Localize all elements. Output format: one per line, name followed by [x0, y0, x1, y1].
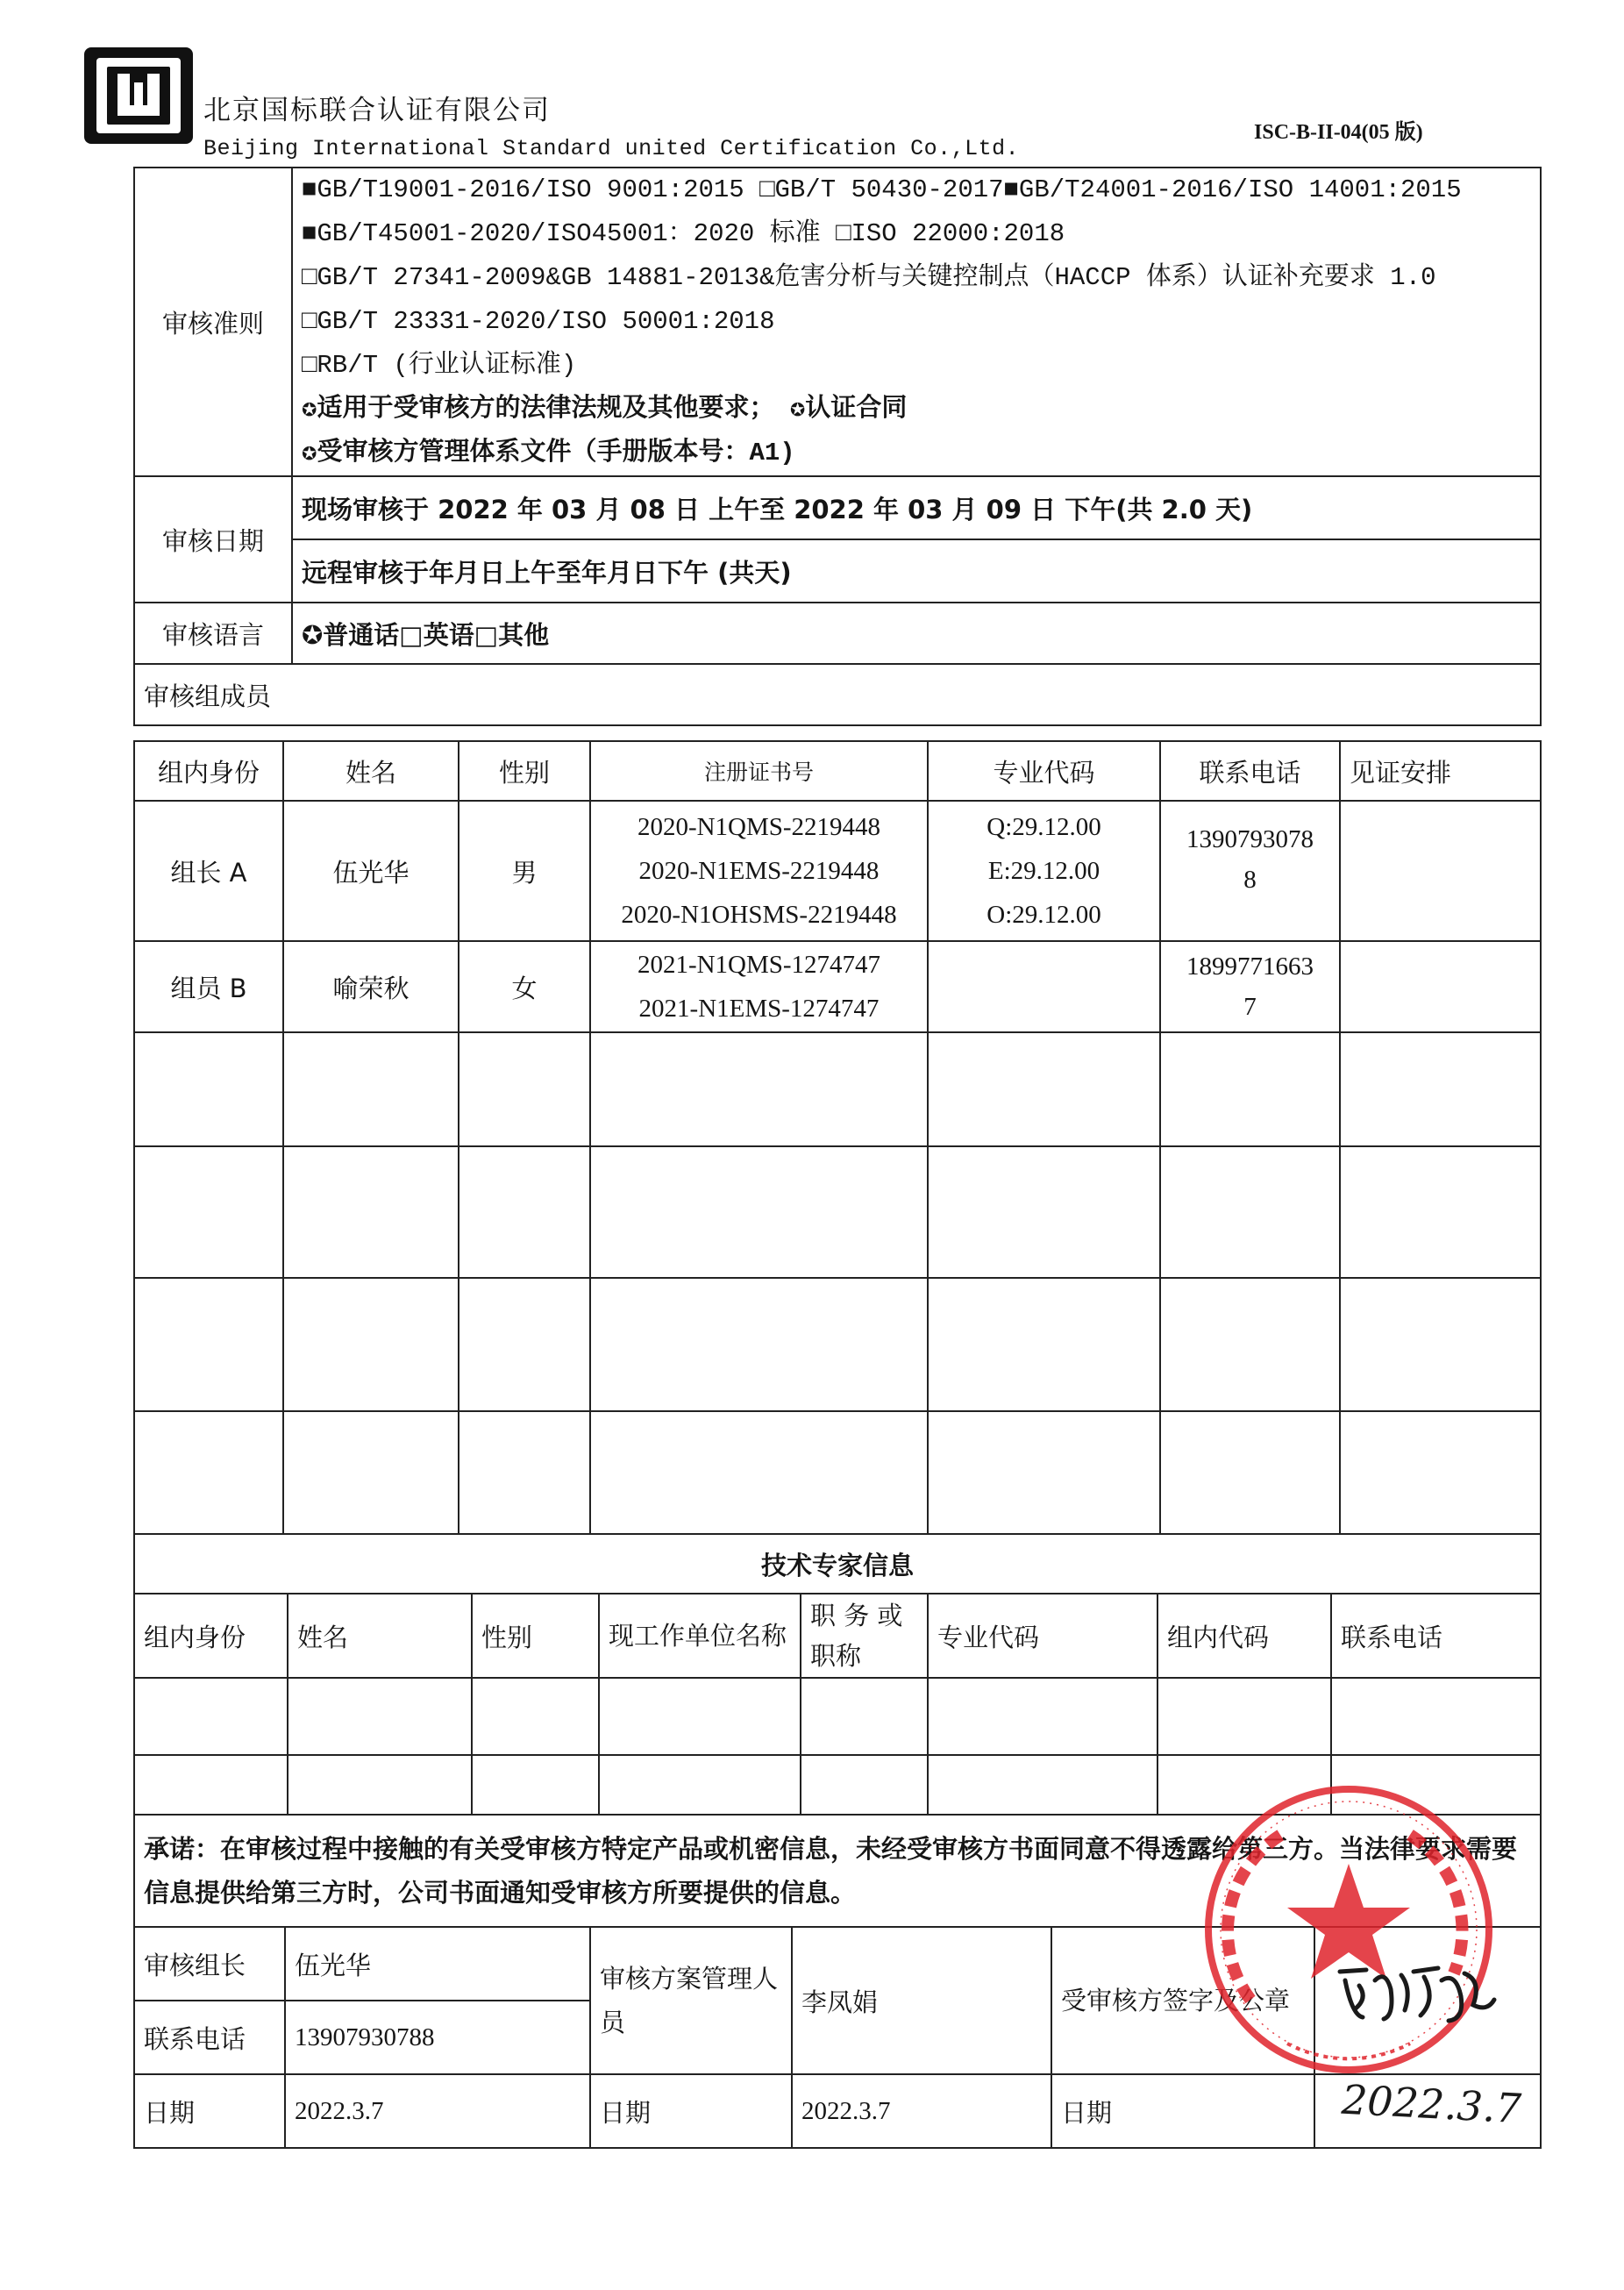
auditee-signature-label: 受审核方签字及公章: [1051, 1927, 1314, 2074]
plan-manager-label: 审核方案管理人员: [590, 1927, 792, 2074]
date-label: 日期: [590, 2074, 792, 2148]
member-name: 喻荣秋: [283, 941, 459, 1032]
member-role: 组员 B: [134, 941, 283, 1032]
team-header: 见证安排: [1340, 741, 1541, 801]
specialty-code: O:29.12.00: [987, 901, 1101, 929]
empty-row: [134, 1278, 1541, 1411]
phone-label: 联系电话: [134, 2001, 285, 2074]
leader-phone: 13907930788: [285, 2001, 590, 2074]
criteria-line: ■GB/T45001-2020/ISO45001：2020 标准 □ISO 22000:2018: [302, 219, 1065, 248]
remote-audit-date: 远程审核于年月日上午至年月日下午 (共天): [292, 539, 1541, 603]
empty-row: [134, 1146, 1541, 1278]
criteria-line: □GB/T 23331-2020/ISO 50001:2018: [302, 307, 775, 336]
cert-number: 2021-N1QMS-1274747: [637, 951, 881, 979]
cert-number: 2020-N1OHSMS-2219448: [621, 901, 897, 929]
experts-header: 性别: [472, 1594, 599, 1678]
company-name-cn: 北京国标联合认证有限公司: [203, 95, 551, 126]
company-name-en: Beijing International Standard united Certification Co.,Ltd.: [203, 136, 1020, 161]
team-header: 性别: [459, 741, 590, 801]
member-codes: [928, 801, 1160, 941]
cert-number: 2020-N1EMS-2219448: [638, 857, 880, 885]
member-witness: [1340, 941, 1541, 1032]
handwritten-date: 2022.3.7: [1340, 2075, 1523, 2133]
leader-name: 伍光华: [285, 1927, 590, 2001]
date-label: 日期: [134, 2074, 285, 2148]
team-header: 组内身份: [134, 741, 283, 801]
experts-title: 技术专家信息: [134, 1534, 1541, 1594]
company-seal: [1200, 1780, 1498, 2079]
criteria-line: □GB/T 27341-2009&GB 14881-2013&危害分析与关键控制点（HACCP 体系）认证补充要求 1.0: [302, 263, 1436, 292]
cert-number: 2021-N1EMS-1274747: [638, 995, 880, 1023]
member-gender: 女: [459, 941, 590, 1032]
leader-label: 审核组长: [134, 1927, 285, 2001]
member-witness: [1340, 801, 1541, 941]
criteria-label: 审核准则: [134, 168, 292, 476]
audit-language-value: ✪普通话□英语□其他: [292, 603, 1541, 664]
cert-number: 2020-N1QMS-2219448: [637, 813, 881, 841]
empty-row: [134, 1678, 1541, 1755]
specialty-code: E:29.12.00: [987, 857, 1100, 885]
phone-line: 8: [1243, 866, 1257, 894]
team-header: 联系电话: [1160, 741, 1340, 801]
experts-header: 组内代码: [1157, 1594, 1331, 1678]
member-name: 伍光华: [283, 801, 459, 941]
criteria-line: ✪受审核方管理体系文件（手册版本号：A1): [302, 439, 795, 467]
plan-manager-name: 李凤娟: [792, 1927, 1051, 2074]
confidentiality-commitment: 承诺：在审核过程中接触的有关受审核方特定产品或机密信息，未经受审核方书面同意不得透露给第三方。当法律要求需要信息提供给第三方时，公司书面通知受审核方所要提供的信息。: [134, 1815, 1541, 1927]
audit-date-label: 审核日期: [134, 476, 292, 603]
member-gender: 男: [459, 801, 590, 941]
form-number: ISC-B-II-04(05 版): [1254, 121, 1423, 144]
company-logo: [81, 44, 196, 147]
criteria-list: [292, 168, 1541, 476]
empty-row: [134, 1411, 1541, 1534]
empty-row: [134, 1032, 1541, 1146]
member-role: 组长 A: [134, 801, 283, 941]
onsite-audit-date: 现场审核于 2022 年 03 月 08 日 上午至 2022 年 03 月 09 日 下午(共 2.0 天): [292, 476, 1541, 539]
member-codes: [928, 941, 1160, 1032]
table-row: [134, 941, 1541, 1032]
team-header: 姓名: [283, 741, 459, 801]
audit-language-label: 审核语言: [134, 603, 292, 664]
phone-line: 1390793078: [1186, 825, 1314, 853]
experts-header: 专业代码: [928, 1594, 1157, 1678]
handwritten-signature: [1333, 1954, 1499, 2033]
experts-header: 组内身份: [134, 1594, 288, 1678]
leader-date: 2022.3.7: [285, 2074, 590, 2148]
team-header: 注册证书号: [590, 741, 928, 801]
member-phone: [1160, 801, 1340, 941]
criteria-line: □RB/T (行业认证标准): [302, 351, 577, 380]
criteria-line: ■GB/T19001-2016/ISO 9001:2015 □GB/T 50430-2017■GB/T24001-2016/ISO 14001:2015: [302, 175, 1462, 204]
team-table: [133, 740, 1542, 1535]
team-label: 审核组成员: [134, 664, 1541, 725]
phone-line: 7: [1243, 993, 1257, 1021]
member-phone: [1160, 941, 1340, 1032]
date-label: 日期: [1051, 2074, 1314, 2148]
audit-info-table: [133, 167, 1542, 726]
table-row: [134, 801, 1541, 941]
specialty-code: Q:29.12.00: [987, 813, 1101, 841]
phone-line: 1899771663: [1186, 952, 1314, 981]
experts-header: 现工作单位名称: [599, 1594, 801, 1678]
criteria-line: ✪适用于受审核方的法律法规及其他要求； ✪认证合同: [302, 395, 908, 424]
member-certs: [590, 801, 928, 941]
member-certs: [590, 941, 928, 1032]
team-header: 专业代码: [928, 741, 1160, 801]
experts-header: 姓名: [288, 1594, 472, 1678]
experts-header: 联系电话: [1331, 1594, 1541, 1678]
experts-header: 职 务 或 职称: [801, 1594, 928, 1678]
plan-date: 2022.3.7: [792, 2074, 1051, 2148]
